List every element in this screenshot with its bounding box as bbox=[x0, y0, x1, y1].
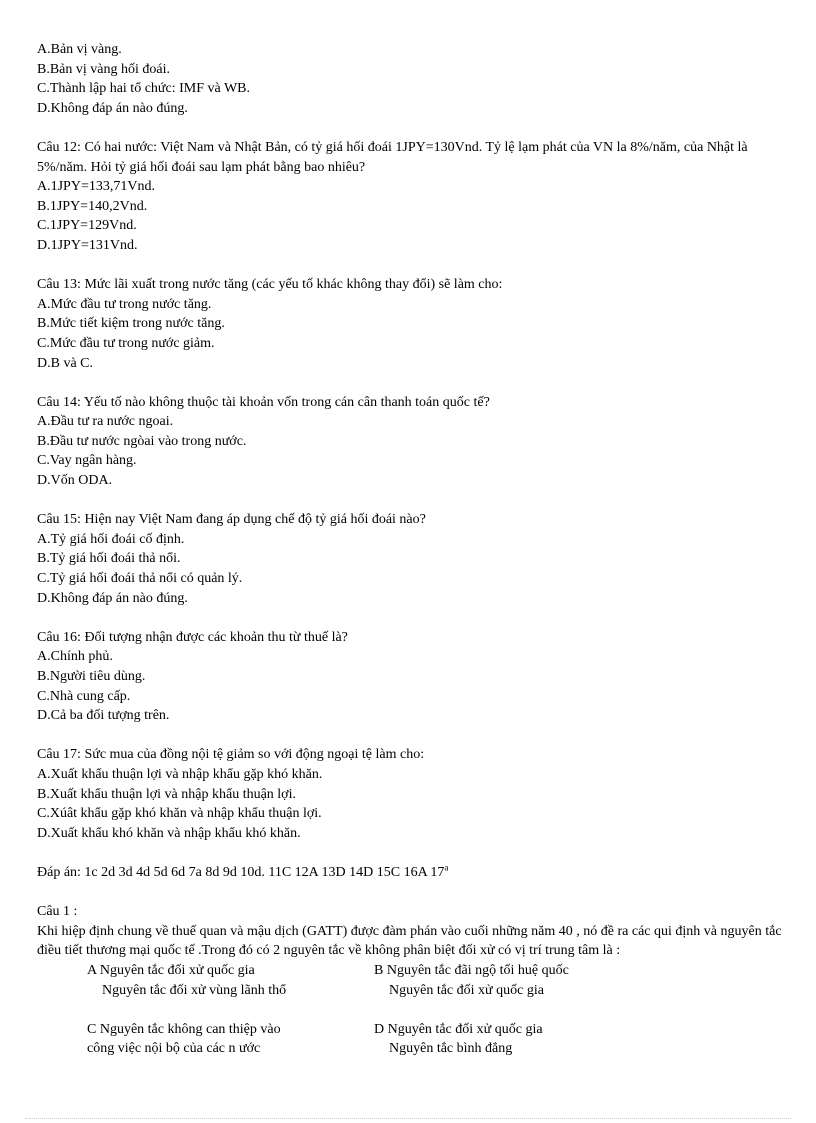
q11-option-a: A.Bản vị vàng. bbox=[37, 42, 122, 57]
question-13 bbox=[37, 275, 782, 373]
q16-option-c: C.Nhà cung cấp. bbox=[37, 688, 131, 704]
q14-option-c: C.Vay ngân hàng. bbox=[37, 453, 137, 469]
q14-option-a: A.Đầu tư ra nước ngoai. bbox=[37, 414, 174, 430]
question-12 bbox=[37, 138, 782, 256]
q17-text: Câu 17: Sức mua của đồng nội tệ giảm so với động ngoại tệ làm cho: bbox=[37, 747, 425, 763]
q13-option-a: A.Mức đầu tư trong nước tăng. bbox=[37, 296, 212, 312]
cau1-option-d-line2: Nguyên tắc bình đẳng bbox=[389, 1041, 513, 1057]
cau1-option-c-line2: công việc nội bộ của các n ước bbox=[87, 1041, 261, 1057]
q13-option-d: D.B và C. bbox=[37, 355, 93, 371]
question-15 bbox=[37, 510, 782, 608]
q17-option-a: A.Xuất khẩu thuận lợi và nhập khẩu gặp khó khăn. bbox=[37, 766, 323, 782]
cau1-option-a-line1: A Nguyên tắc đối xử quốc gia bbox=[87, 962, 255, 978]
q12-option-d: D.1JPY=131Vnd. bbox=[37, 237, 138, 253]
q15-option-c: C.Tỷ giá hối đoái thả nổi có quản lý. bbox=[37, 571, 243, 587]
cau1-option-d-line1: D Nguyên tắc đối xử quốc gia bbox=[374, 1021, 543, 1037]
q11-option-b: B.Bản vị vàng hối đoái. bbox=[37, 61, 170, 77]
cau1-question: Khi hiệp định chung về thuế quan và mậu dịch (GATT) được đàm phán vào cuối những năm 40 , nó đề ra các qui định và nguyên tắc điều tiết thương mại quốc tế .Trong đó có 2 nguyên tắc về không phân biệt đối xử có vị trí trung tâm là : bbox=[37, 923, 782, 959]
cau1-option-b bbox=[374, 961, 661, 1000]
q16-text: Câu 16: Đối tượng nhận được các khoản thu từ thuế là? bbox=[37, 629, 348, 645]
answer-key-sup: a bbox=[444, 862, 449, 873]
answer-key-text: Đáp án: 1c 2d 3d 4d 5d 6d 7a 8d 9d 10d. 11C 12A 13D 14D 15C 16A 17 bbox=[37, 864, 445, 880]
cau1-option-a-line2: Nguyên tắc đối xử vùng lãnh thổ bbox=[102, 982, 287, 998]
q14-option-d: D.Vốn ODA. bbox=[37, 473, 113, 489]
cau1-heading: Câu 1 : bbox=[37, 904, 78, 920]
q16-option-a: A.Chính phủ. bbox=[37, 649, 113, 665]
q14-option-b: B.Đầu tư nước ngòai vào trong nước. bbox=[37, 433, 247, 449]
q15-option-b: B.Tỷ giá hối đoái thả nổi. bbox=[37, 551, 181, 567]
answer-key bbox=[37, 863, 782, 883]
q13-option-c: C.Mức đầu tư trong nước giảm. bbox=[37, 335, 215, 351]
q15-option-a: A.Tỷ giá hối đoái cố định. bbox=[37, 531, 185, 547]
cau1-option-d bbox=[374, 1020, 661, 1059]
q12-option-c: C.1JPY=129Vnd. bbox=[37, 218, 137, 234]
cau1-option-b-line1: B Nguyên tắc đãi ngộ tối huệ quốc bbox=[374, 962, 569, 978]
q13-option-b: B.Mức tiết kiệm trong nước tăng. bbox=[37, 316, 225, 332]
page-bottom-divider bbox=[25, 1118, 791, 1119]
q14-text: Câu 14: Yếu tố nào không thuộc tài khoản vốn trong cán cân thanh toán quốc tế? bbox=[37, 394, 490, 410]
cau1-option-c-line1: C Nguyên tắc không can thiệp vào bbox=[87, 1021, 281, 1037]
question-17 bbox=[37, 745, 782, 843]
q15-text: Câu 15: Hiện nay Việt Nam đang áp dụng chế độ tỷ giá hối đoái nào? bbox=[37, 512, 426, 528]
q17-option-c: C.Xúât khẩu gặp khó khăn và nhập khẩu thuận lợi. bbox=[37, 806, 322, 822]
q12-text: Câu 12: Có hai nước: Việt Nam và Nhật Bản, có tỷ giá hối đoái 1JPY=130Vnd. Tỷ lệ lạm phát của VN la 8%/năm, của Nhật là 5%/năm. Hỏi tỷ giá hối đoái sau lạm phát bằng bao nhiêu? bbox=[37, 139, 748, 175]
q16-option-b: B.Người tiêu dùng. bbox=[37, 669, 146, 684]
q11-options bbox=[37, 40, 782, 118]
document-page bbox=[37, 40, 782, 1059]
cau1-option-c bbox=[87, 1020, 374, 1059]
q11-option-c: C.Thành lập hai tổ chức: IMF và WB. bbox=[37, 81, 251, 97]
q17-option-b: B.Xuất khẩu thuận lợi và nhập khẩu thuận lợi. bbox=[37, 786, 296, 802]
q17-option-d: D.Xuất khẩu khó khăn và nhập khẩu khó khăn. bbox=[37, 825, 301, 841]
cau-1 bbox=[37, 902, 782, 1059]
question-16 bbox=[37, 628, 782, 726]
cau1-option-b-line2: Nguyên tắc đối xử quốc gia bbox=[389, 982, 544, 998]
q11-option-d: D.Không đáp án nào đúng. bbox=[37, 100, 188, 116]
question-14 bbox=[37, 393, 782, 491]
cau1-option-a bbox=[87, 961, 374, 1000]
q15-option-d: D.Không đáp án nào đúng. bbox=[37, 590, 188, 606]
q16-option-d: D.Cả ba đối tượng trên. bbox=[37, 708, 170, 724]
cau1-options bbox=[87, 961, 782, 1059]
q12-option-a: A.1JPY=133,71Vnd. bbox=[37, 179, 155, 195]
q13-text: Câu 13: Mức lãi xuất trong nước tăng (các yếu tố khác không thay đổi) sẽ làm cho: bbox=[37, 277, 503, 293]
q12-option-b: B.1JPY=140,2Vnd. bbox=[37, 198, 148, 214]
